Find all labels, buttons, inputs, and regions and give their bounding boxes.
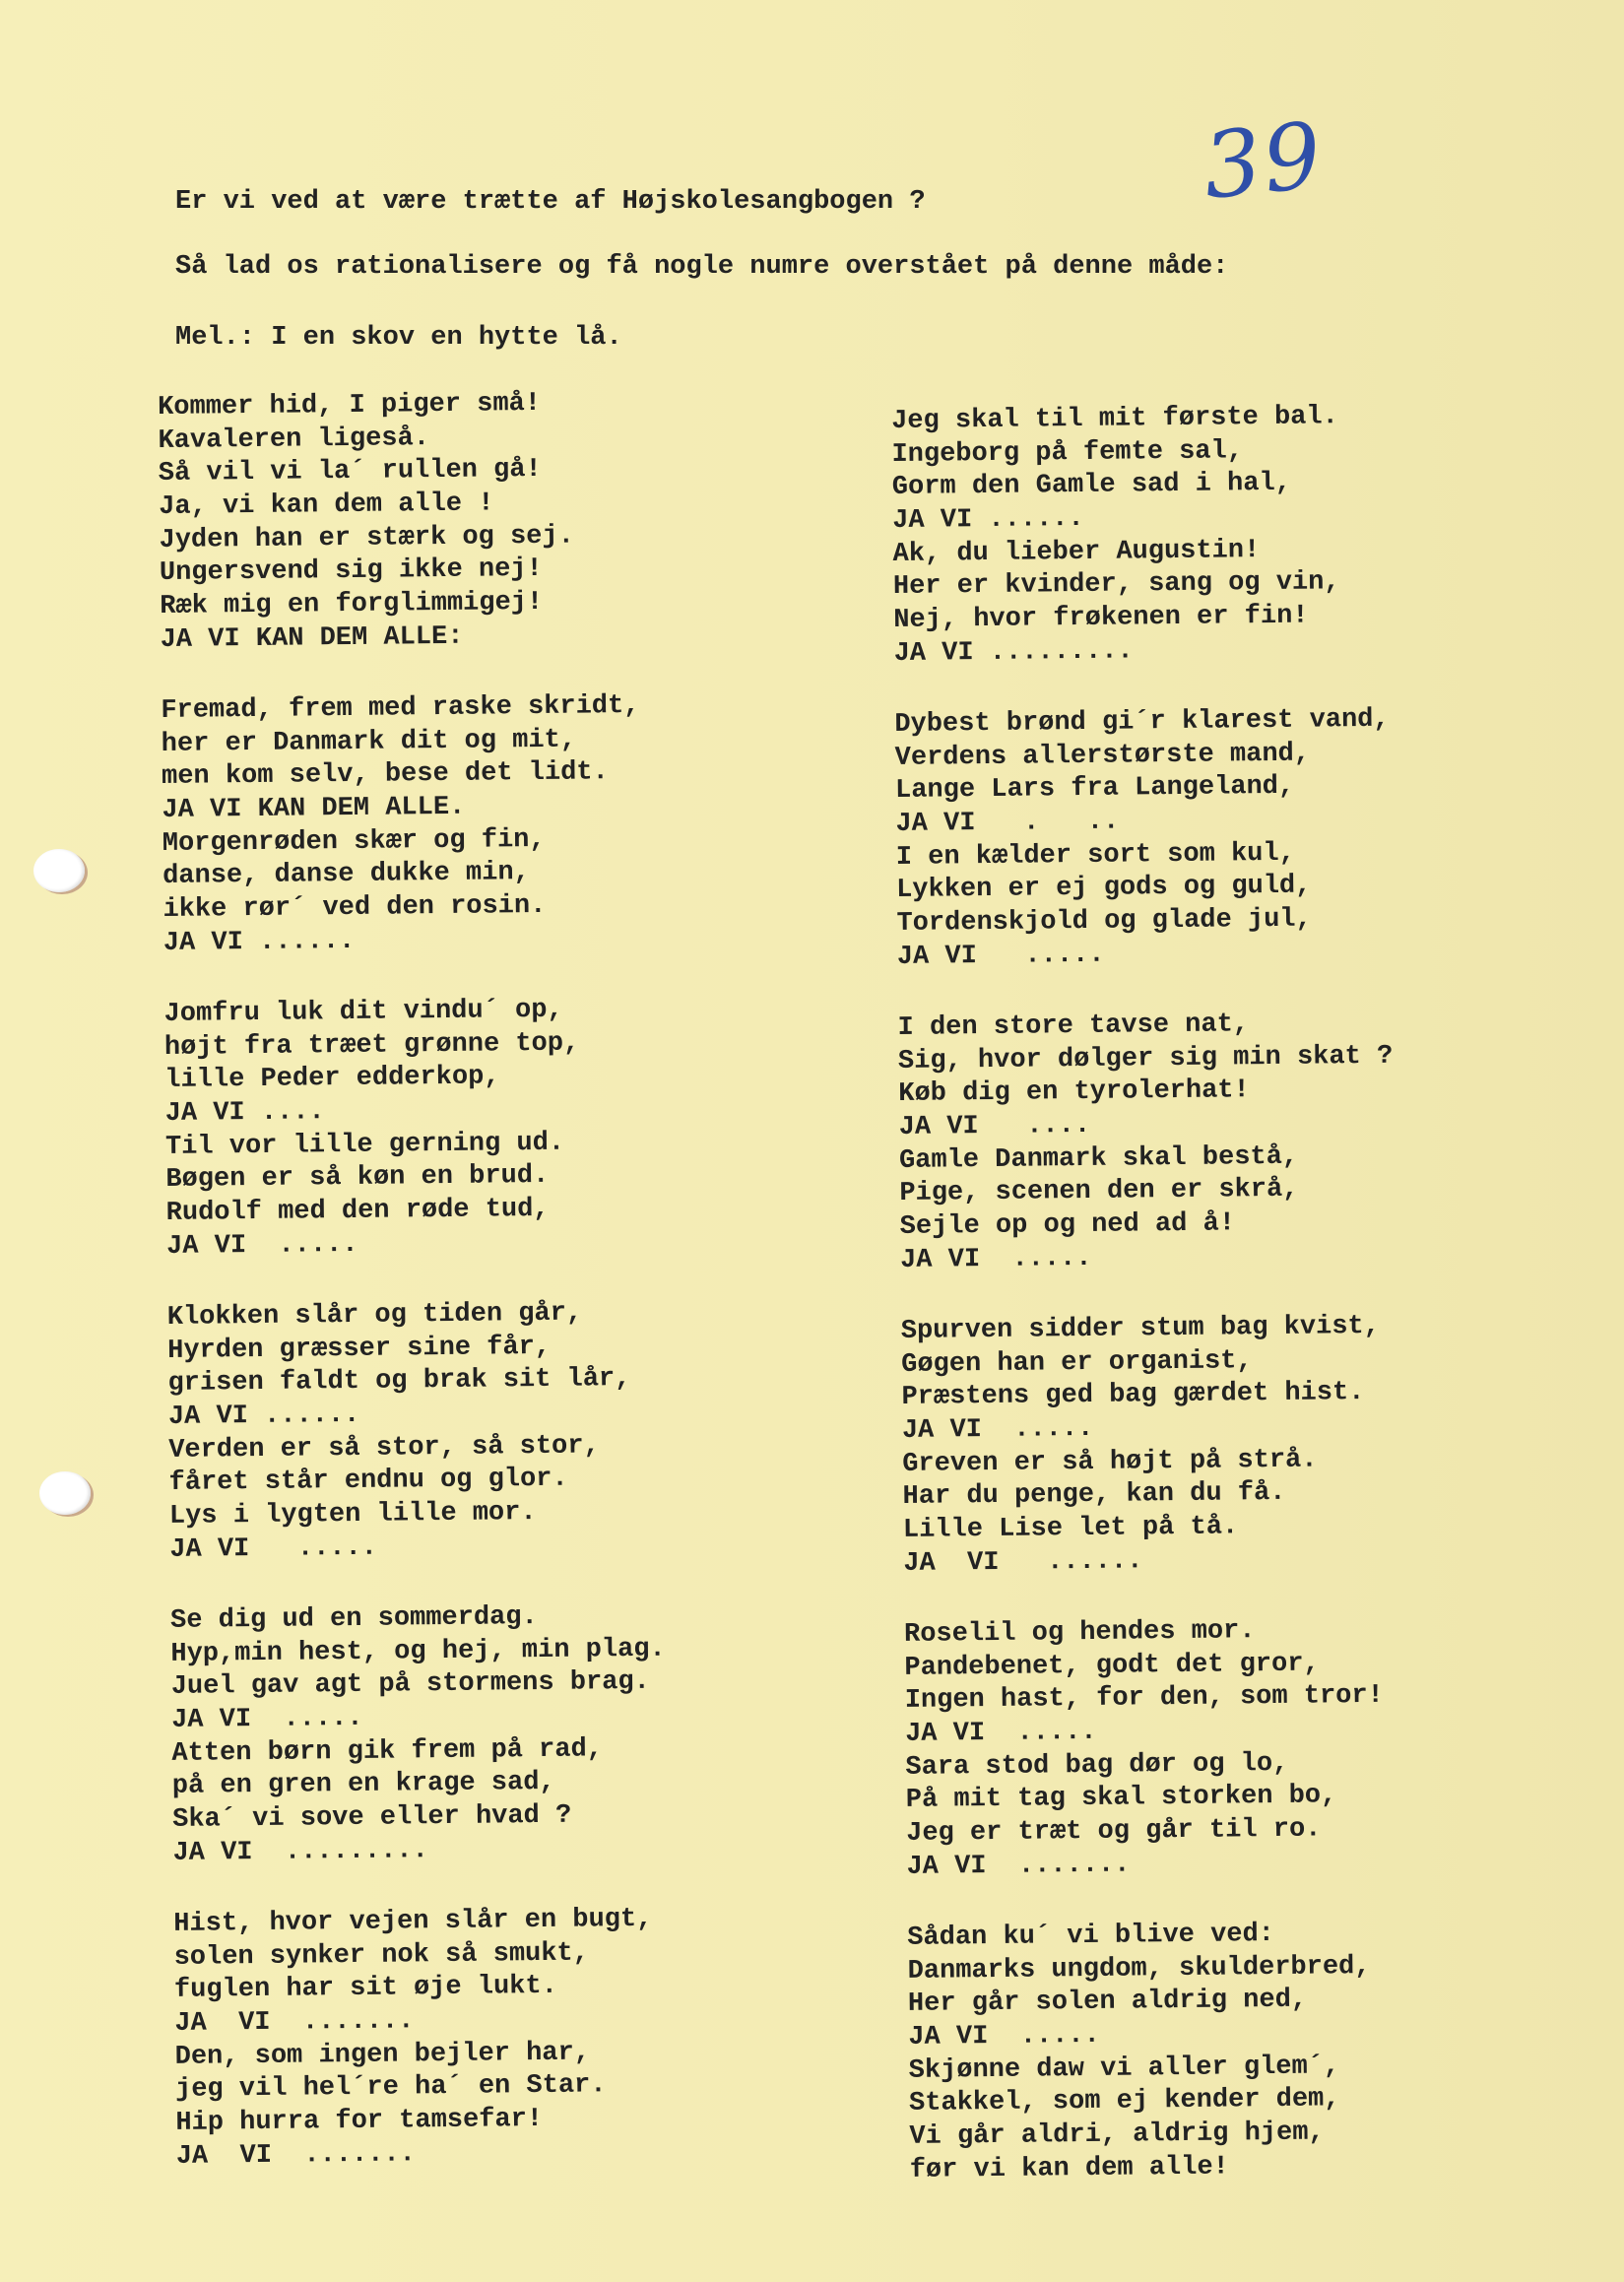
verse-line: Kommer hid, I piger små! (158, 388, 542, 423)
verse-line: JA VI .... (898, 1110, 1091, 1143)
verse-line: men kom selv, bese det lidt. (161, 757, 609, 793)
verse-line: JA VI ....... (175, 2139, 416, 2172)
verse-line: Vi går aldri, aldrig hjem, (909, 2118, 1325, 2153)
verse-line: fåret står endnu og glor. (168, 1465, 568, 1499)
verse-line: JA VI ..... (165, 1229, 358, 1262)
verse-line: her er Danmark dit og mit, (161, 725, 577, 759)
handwritten-page-number: 39 (1198, 101, 1329, 221)
verse-line: Morgenrøden skær og fin, (162, 824, 546, 859)
verse-line: ikke rør´ ved den rosin. (162, 891, 547, 926)
verse-line: Til vor lille gerning ud. (164, 1128, 565, 1162)
verse (891, 398, 1623, 671)
verse-line: Ræk mig en forglimmigej! (160, 588, 544, 622)
verse-line: JA VI ......... (172, 1836, 428, 1868)
verse-line: højt fra træet grønne top, (163, 1028, 580, 1063)
verse-line: Gøgen han er organist, (901, 1345, 1253, 1380)
verse (158, 384, 889, 657)
verse-line: Kavaleren ligeså. (158, 423, 430, 456)
verse-line: Greven er så højt på strå. (902, 1445, 1318, 1479)
verse-line: Jomfru luk dit vindu´ op, (163, 995, 563, 1029)
verse (897, 1005, 1624, 1277)
verse-line: fuglen har sit øje lukt. (173, 1972, 558, 2006)
verse-line: Nej, hvor frøkenen er fin! (893, 601, 1309, 636)
verse-line: Har du penge, kan du få. (902, 1478, 1286, 1513)
verse-line: Rudolf med den røde tud, (165, 1195, 550, 1229)
verse-line: JA VI ...... (162, 926, 356, 958)
verse-line: Hyrden græsser sine får, (167, 1332, 552, 1366)
punch-hole (39, 1471, 91, 1515)
verse-line: Verdens allerstørste mand, (894, 739, 1311, 773)
verse-line: Klokken slår og tiden går, (166, 1298, 583, 1333)
verse-line: Jeg skal til mit første bal. (891, 402, 1338, 436)
verse-line: Ingeborg på femte sal, (891, 435, 1244, 470)
verse-line: Sådan ku´ vi blive ved: (907, 1920, 1275, 1953)
verse-line: På mit tag skal storken bo, (905, 1781, 1337, 1816)
verse-line: Sara stod bag dør og lo, (905, 1748, 1289, 1783)
verse-line: lille Peder edderkop, (164, 1062, 500, 1096)
verse (894, 701, 1624, 974)
verse-line: Danmarks ungdom, skulderbred, (907, 1951, 1371, 1987)
verse-line: Hyp,min hest, og hej, min plag. (170, 1634, 666, 1669)
verse-line: JA VI ..... (904, 1717, 1097, 1749)
verse-line: Hist, hvor vejen slår en bugt, (173, 1904, 653, 1939)
verse-line: JA VI . .. (895, 807, 1120, 840)
verse-line: Lys i lygten lille mor. (168, 1498, 537, 1532)
punch-hole (33, 849, 85, 892)
verse-line: Lille Lise let på tå. (902, 1512, 1239, 1546)
verse-line: Jyden han er stærk og sej. (159, 521, 574, 555)
verse-line: JA VI .... (164, 1097, 325, 1130)
verse-line: JA VI ..... (899, 1243, 1092, 1275)
verse-line: Juel gav agt på stormens brag. (170, 1667, 650, 1703)
verse-line: Ungersvend sig ikke nej! (159, 554, 543, 589)
verse-line: Atten børn gik frem på rad, (171, 1734, 604, 1769)
verse-line: JA VI ..... (896, 940, 1105, 972)
verse-line: Her går solen aldrig ned, (907, 1986, 1308, 2020)
verse-line: I den store tavse nat, (897, 1010, 1250, 1043)
verse-line: Den, som ingen bejler har, (174, 2038, 591, 2072)
verse-line: Roselil og hendes mor. (903, 1616, 1256, 1650)
verse (901, 1308, 1624, 1581)
verse (163, 991, 895, 1264)
intro-instruction: Så lad os rationalisere og få nogle numre overstået på denne måde: (175, 252, 1229, 282)
verse-line: Sig, hvor dølger sig min skat ? (897, 1041, 1394, 1076)
verse-line: Pige, scenen den er skrå, (899, 1175, 1299, 1209)
verse-line: JA VI ...... (892, 504, 1084, 537)
verse-line: Ja, vi kan dem alle ! (159, 489, 494, 523)
right-column (891, 398, 1624, 2226)
verse-line: Ingen hast, for den, som tror! (904, 1681, 1384, 1717)
verse-line: Bøgen er så køn en brud. (165, 1161, 550, 1196)
left-column (158, 384, 905, 2212)
verse-line: Stakkel, som ej kender dem, (908, 2084, 1340, 2119)
verse-line: JA VI ..... (169, 1532, 378, 1565)
verse-line: Se dig ud en sommerdag. (169, 1602, 538, 1636)
verse-line: Sejle op og ned ad å! (899, 1208, 1236, 1243)
verse-line: Spurven sidder stum bag kvist, (900, 1311, 1381, 1346)
verse-line: Gamle Danmark skal bestå, (898, 1141, 1299, 1176)
verse-line: Verden er så stor, så stor, (168, 1431, 600, 1466)
verse-line: JA VI ....... (906, 1850, 1131, 1882)
verse (161, 687, 892, 960)
verse (907, 1915, 1624, 2187)
verse (170, 1597, 902, 1870)
verse-line: Gorm den Gamle sad i hal, (891, 469, 1292, 503)
verse-line: jeg vil hel´re ha´ en Star. (174, 2070, 607, 2106)
verse-line: Ska´ vi sove eller hvad ? (172, 1800, 572, 1836)
verse-line: JA VI ....... (174, 2006, 415, 2039)
verse-line: JA VI ..... (908, 2020, 1100, 2053)
verse (904, 1611, 1624, 1884)
verse-line: Køb dig en tyrolerhat! (898, 1076, 1250, 1110)
verse-line: før vi kan dem alle! (909, 2152, 1229, 2185)
verse-line: I en kælder sort som kul, (895, 838, 1296, 873)
verse-line: Pandebenet, godt det gror, (904, 1649, 1320, 1683)
verse-line: solen synker nok så smukt, (173, 1938, 590, 1973)
verse-line: Lykken er ej gods og guld, (895, 871, 1312, 906)
melody-line: Mel.: I en skov en hytte lå. (175, 323, 622, 353)
verse-line: Jeg er træt og går til ro. (906, 1814, 1322, 1850)
verse-line: Fremad, frem med raske skridt, (161, 690, 640, 726)
verse-line: Ak, du lieber Augustin! (892, 535, 1261, 569)
verse-line: Dybest brønd gi´r klarest vand, (894, 704, 1390, 740)
verse-line: Så vil vi la´ rullen gå! (158, 455, 542, 489)
verse-line: JA VI ...... (903, 1546, 1143, 1579)
verse-line: grisen faldt og brak sit lår, (167, 1364, 631, 1400)
intro-question: Er vi ved at være trætte af Højskolesangbogen ? (175, 187, 926, 217)
verse-line: JA VI KAN DEM ALLE. (162, 792, 466, 826)
verse-line: Tordenskjold og glade jul, (896, 904, 1312, 940)
verse-line: Her er kvinder, sang og vin, (892, 567, 1340, 603)
verse-line: Skjønne daw vi aller glem´, (908, 2052, 1340, 2086)
verse-line: JA VI KAN DEM ALLE: (160, 621, 464, 655)
verse-line: JA VI ......... (893, 636, 1134, 669)
verse-line: JA VI ...... (167, 1400, 360, 1433)
verse-line: Lange Lars fra Langeland, (894, 772, 1295, 807)
verse (167, 1294, 899, 1567)
verse-line: danse, danse dukke min, (162, 858, 530, 892)
verse-line: Præstens ged bag gærdet hist. (901, 1378, 1365, 1413)
verse-line: JA VI ..... (901, 1413, 1094, 1447)
verse (173, 1901, 905, 2174)
verse-line: Hip hurra for tamsefar! (175, 2105, 544, 2139)
verse-line: på en gren en krage sad, (171, 1768, 555, 1802)
verse-line: JA VI ..... (170, 1703, 363, 1735)
